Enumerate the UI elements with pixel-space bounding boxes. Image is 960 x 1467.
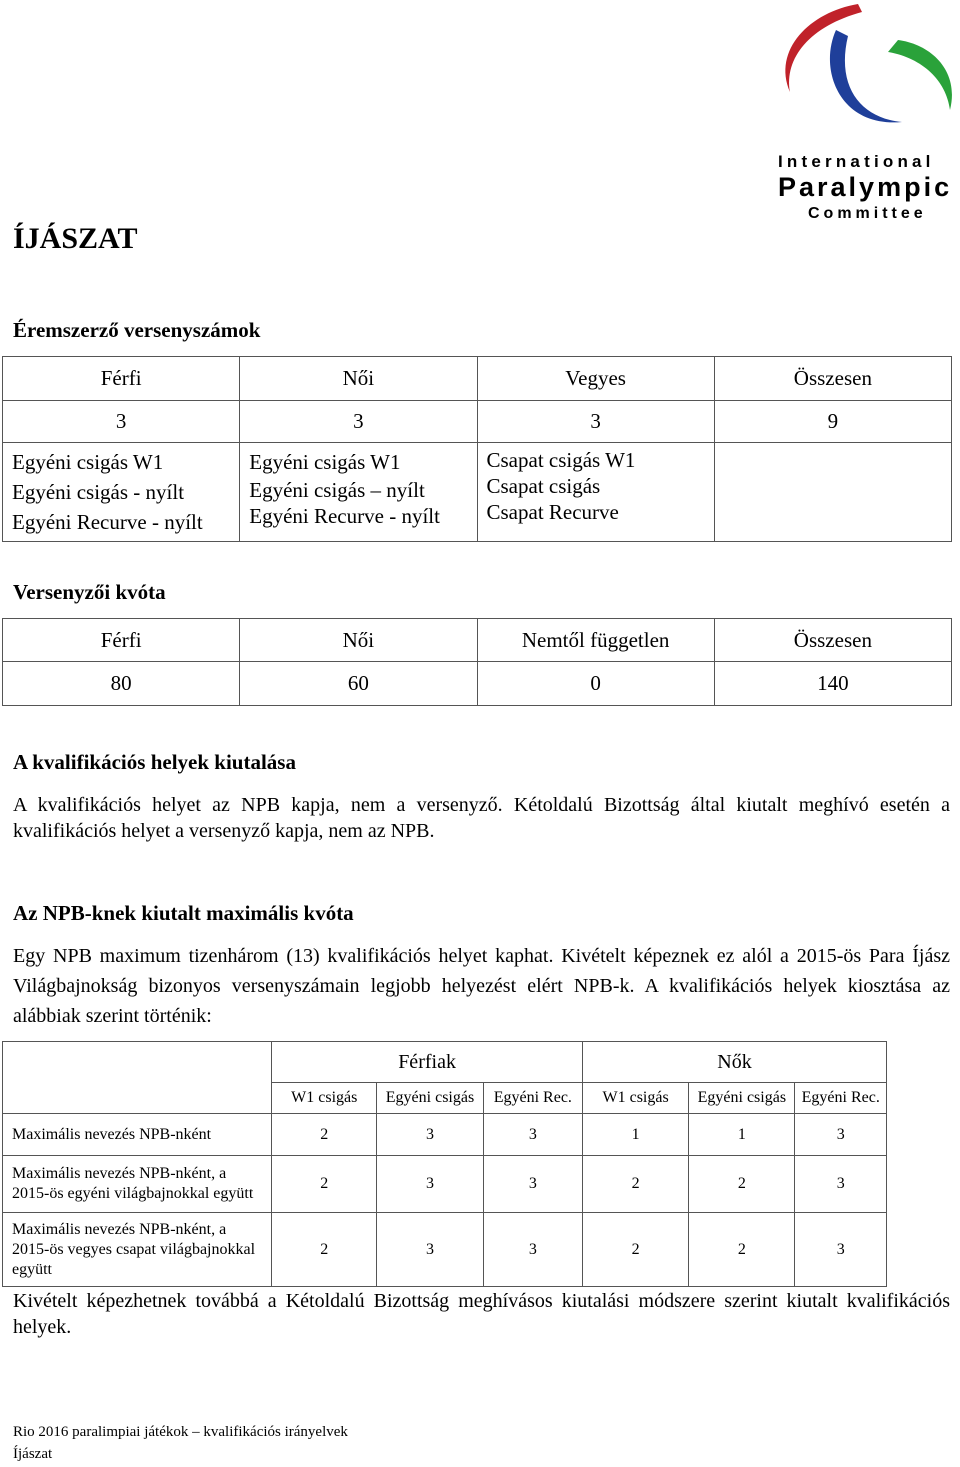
count-women: 3	[240, 401, 477, 443]
event-item: Egyéni csigás - nyílt	[12, 480, 185, 504]
cell-value: 3	[483, 1156, 582, 1213]
cell-value: 3	[795, 1213, 887, 1287]
medal-events-heading: Éremszerző versenyszámok	[13, 318, 261, 342]
cell-value: 2	[272, 1156, 377, 1213]
cell-value: 1	[583, 1114, 689, 1156]
table-row	[3, 1213, 887, 1287]
sub-recurve-men: Egyéni Rec.	[483, 1083, 582, 1114]
logo-text-paralympic: Paralympic	[778, 172, 953, 202]
quota-table	[2, 618, 952, 706]
allocation-text: A kvalifikációs helyet az NPB kapja, nem a versenyző. Kétoldalú Bizottság által kiutalt meghívó esetén a kvalifikációs helyet a versenyző kapja, nem az NPB.	[13, 794, 950, 842]
count-total: 9	[714, 401, 951, 443]
sub-compound-men: Egyéni csigás	[377, 1083, 483, 1114]
sub-w1-women: W1 csigás	[583, 1083, 689, 1114]
red-agito	[785, 4, 862, 92]
logo-text-committee: Committee	[808, 205, 927, 222]
sub-recurve-women: Egyéni Rec.	[795, 1083, 887, 1114]
group-men: Férfiak	[272, 1042, 583, 1083]
cell-value: 2	[583, 1213, 689, 1287]
sub-w1-men: W1 csigás	[272, 1083, 377, 1114]
cell-value: 2	[272, 1114, 377, 1156]
cell-value: 3	[795, 1114, 887, 1156]
header-men: Férfi	[3, 357, 240, 401]
ipc-agitos-logo	[770, 0, 960, 140]
event-item: Egyéni Recurve - nyílt	[12, 510, 203, 534]
max-quota-text: Egy NPB maximum tizenhárom (13) kvalifikációs helyet kaphat. Kivételt képeznek ez alól a 2015-ös Para Íjász Világbajnokság bizonyos versenyszámain legjobb helyezést elért NPB-k. A kvalifikációs helyek kiosztása az alábbiak szerint történik:	[13, 945, 950, 1027]
cell-value: 3	[377, 1114, 483, 1156]
cell-value: 3	[483, 1114, 582, 1156]
quota-women: 60	[240, 662, 477, 706]
quota-heading: Versenyzői kvóta	[13, 580, 166, 604]
event-item: Egyéni csigás – nyílt	[249, 478, 425, 502]
count-men: 3	[3, 401, 240, 443]
cell-value: 3	[483, 1213, 582, 1287]
header-mixed: Vegyes	[477, 357, 714, 401]
cell-value: 2	[272, 1213, 377, 1287]
cell-value: 1	[689, 1114, 795, 1156]
corner-cell	[3, 1042, 272, 1083]
quota-header-gender-free: Nemtől független	[477, 619, 714, 662]
entries-table	[2, 1041, 887, 1287]
quota-gender-free: 0	[477, 662, 714, 706]
sub-compound-women: Egyéni csigás	[689, 1083, 795, 1114]
event-item: Egyéni csigás W1	[12, 450, 164, 474]
footer-line-1: Rio 2016 paralimpiai játékok – kvalifikációs irányelvek	[13, 1424, 348, 1440]
allocation-heading: A kvalifikációs helyek kiutalása	[13, 750, 296, 774]
footer-line-2: Íjászat	[13, 1446, 53, 1462]
group-women: Nők	[583, 1042, 887, 1083]
page-title: ÍJÁSZAT	[13, 222, 138, 255]
women-events-cell	[240, 443, 477, 542]
event-item: Egyéni csigás W1	[249, 450, 401, 474]
mixed-events-cell	[477, 443, 714, 542]
table-row	[3, 1156, 887, 1213]
header-women: Női	[240, 357, 477, 401]
cell-value: 2	[689, 1156, 795, 1213]
men-events-cell	[3, 443, 240, 542]
exception-text: Kivételt képezhetnek továbbá a Kétoldalú Bizottság meghívásos kiutalási módszere szerint kiutalt kvalifikációs helyek.	[13, 1290, 950, 1338]
cell-value: 2	[583, 1156, 689, 1213]
count-mixed: 3	[477, 401, 714, 443]
quota-men: 80	[3, 662, 240, 706]
header-total: Összesen	[714, 357, 951, 401]
cell-value: 3	[795, 1156, 887, 1213]
quota-header-men: Férfi	[3, 619, 240, 662]
row-label: Maximális nevezés NPB-nként, a 2015-ös vegyes csapat világbajnokkal együtt	[3, 1213, 272, 1287]
cell-value: 3	[377, 1156, 483, 1213]
row-label: Maximális nevezés NPB-nként	[3, 1114, 272, 1156]
event-item: Egyéni Recurve - nyílt	[249, 504, 440, 528]
medal-events-table	[2, 356, 952, 542]
quota-header-women: Női	[240, 619, 477, 662]
cell-value: 3	[377, 1213, 483, 1287]
total-events-cell	[714, 443, 951, 542]
event-item: Csapat csigás W1	[486, 448, 636, 472]
corner-cell-lower	[3, 1083, 272, 1114]
event-item: Csapat csigás	[486, 474, 601, 498]
table-row	[3, 1114, 887, 1156]
row-label: Maximális nevezés NPB-nként, a 2015-ös egyéni világbajnokkal együtt	[3, 1156, 272, 1213]
blue-agito	[830, 30, 902, 122]
event-item: Csapat Recurve	[486, 500, 619, 524]
logo-text-international: International	[778, 152, 935, 171]
cell-value: 2	[689, 1213, 795, 1287]
quota-header-total: Összesen	[714, 619, 951, 662]
quota-total: 140	[714, 662, 951, 706]
max-quota-heading: Az NPB-knek kiutalt maximális kvóta	[13, 901, 354, 925]
green-agito	[888, 40, 952, 110]
